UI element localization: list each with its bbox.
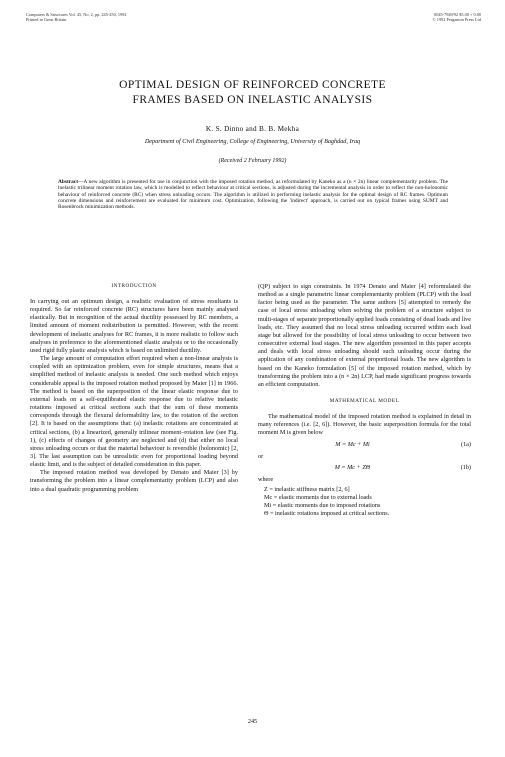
left-column	[30, 283, 238, 494]
intro-paragraph-4: (QP) subject to sign constraints. In 1974 Denato and Maier [4] reformulated the method as a single parametric linear complementarity problem (PLCP) with the load factor being used as the parameter. The same authors [5] attempted to remedy the case of local stress unloading when solving the problem of a structure subject to multi-stages of separate proportionally applied loads consisting of dead loads and live loads, etc. They assumed that no local stress unloading occurred within each load stage but allowed for the possibility of local stress unloading to occur between two consecutive external load stages. The new algorithm presented in this paper accepts and deals with local stress unloading should such unloading occur during the application of any combination of external proportional loads. The new algorithm is based on the Kaneko formulation [5] of the imposed rotation method, which by transforming the problem into a (n × 2n) LCP, had made significant progress towards an efficient computation.	[258, 283, 471, 388]
affiliation: Department of Civil Engineering, College of Engineering, University of Baghdad, Iraq	[144, 138, 361, 145]
page-number: 245	[247, 718, 258, 725]
issn: 0045-7949/92 $5.00 + 0.00	[434, 12, 481, 17]
intro-paragraph-3: The imposed rotation method was developed by Denato and Maier [3] by transforming the problem into a linear complementarity problem (LCP) and also into a dual quadratic programming problem	[30, 469, 238, 493]
journal-header-right	[432, 12, 481, 23]
abstract-label: Abstract	[58, 179, 79, 185]
symbol-definitions	[258, 486, 471, 519]
equation-1a-body: M = Mc + Mi	[335, 440, 370, 448]
equation-1a	[258, 440, 471, 451]
section-heading-mathematical-model: MATHEMATICAL MODEL	[329, 398, 400, 405]
model-paragraph-1: The mathematical model of the imposed rotation method is explained in detail in many references (i.e. [2, 6]). However, the basic superposition formula for the total moment M is given below	[258, 413, 471, 437]
or-word: or	[258, 452, 264, 460]
intro-paragraph-1: In carrying out an optimum design, a realistic evaluation of stress resultants is required. So far reinforced concrete (RC) structures have been mainly analysed elastically. But in recognition of the actual ductility possessed by RC members, a limited amount of moment redistribution is permitted. However, with the recent development of inelastic analyses for RC frames, it is more realistic to follow such analyses in preference to the aforementioned elastic analysis or to the occasionally used rigid fully plastic analysis which is based on unlimited ductility.	[30, 298, 238, 354]
equation-1b	[258, 463, 471, 474]
title-line-2: FRAMES BASED ON INELASTIC ANALYSIS	[132, 94, 373, 106]
printed-in: Printed in Great Britain	[26, 17, 67, 23]
journal-header-left	[26, 12, 126, 23]
abstract-text: —A new algorithm is presented for use in conjunction with the imposed rotation method, as reformulated by Kaneko as a (n × 2n) linear complementarity problem. The inelastic trilinear moment rotation law, which is modelled to reflect behaviour at critical sections, is adjusted during the incremental analysis in order to reflect the non-holonomic behaviour of reinforced concrete (RC) when stress unloading occurs. The algorithm is utilized in performing inelastic analysis for the optimal design of RC frames. Optimum concrete dimensions and reinforcement are evaluated for minimum cost. Optimization, following the 'indirect' approach, is carried out on typical frames using SUMT and Rosenbrock minimization methods.	[58, 179, 448, 211]
paper-title	[0, 78, 505, 108]
received-date: (Received 2 February 1992)	[218, 158, 287, 164]
equation-1b-body: M = Mc + ZΘ	[334, 464, 371, 472]
intro-paragraph-2: The large amount of computation effort required when a non-linear analysis is coupled with an optimization problem, even for simple structures, means that a simplified method of inelastic analysis is needed. One such method which enjoys considerable appeal is the imposed rotation method proposed by Maier [1] in 1966. The method is based on the superposition of the linear elastic response due to external loads on a self-equilibrated elastic response due to relative inelastic rotations imposed at critical sections such that the sum of these moments corresponds through the flexural deformability law, to the rotation of the section [2]. It is based on the assumptions that: (a) inelastic rotations are concentrated at critical sections, (b) a linearized, generally trilinear moment–rotation law (see Fig. 1), (c) effects of changes of geometry are neglected and (d) that either no local stress unloading occurs or that the material behaviour is reversible (holonomic) [2, 3]. The last assumption can be unrealistic even for proportional loading beyond elastic limit, and is the subject of detailed consideration in this paper.	[30, 355, 238, 469]
journal-citation: Computers & Structures Vol. 45, No. 2, pp. 245-250, 1992	[26, 12, 127, 17]
right-column	[258, 283, 471, 518]
authors: K. S. Dinno and B. B. Mekha	[205, 125, 300, 133]
equation-1b-number: (1b)	[460, 464, 471, 472]
copyright: © 1992 Pergamon Press Ltd	[432, 17, 481, 23]
abstract	[58, 179, 448, 211]
equation-1a-number: (1a)	[461, 440, 471, 448]
definition-mi: Mi = elastic moments due to imposed rotations	[264, 502, 381, 510]
definition-z: Z = inelastic stiffness matrix [2, 6]	[264, 485, 350, 493]
definition-theta: Θ = inelastic rotations imposed at critical sections.	[264, 510, 390, 518]
title-line-1: OPTIMAL DESIGN OF REINFORCED CONCRETE	[119, 79, 386, 91]
where-word: where	[258, 475, 274, 483]
definition-mc: Mc = elastic moments due to external loads	[264, 493, 372, 501]
section-heading-introduction: INTRODUCTION	[111, 283, 157, 289]
